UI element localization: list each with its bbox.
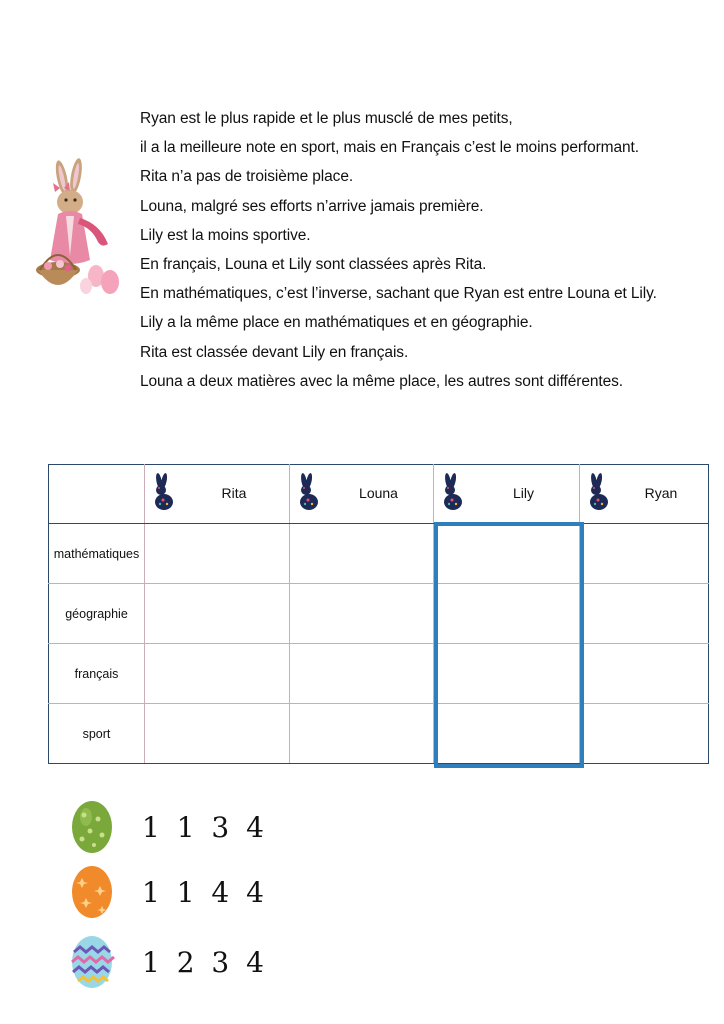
column-header-ryan bbox=[580, 465, 709, 524]
hint-digits: 1 2 3 4 bbox=[142, 946, 268, 979]
hint-row bbox=[68, 932, 368, 992]
clue-line: Louna a deux matières avec la même place, les autres sont différentes. bbox=[140, 372, 623, 390]
column-header-lily bbox=[434, 465, 580, 524]
row-label-sport: sport bbox=[49, 704, 145, 764]
hint-digits: 1 1 4 4 bbox=[142, 876, 268, 909]
bunny-icon bbox=[586, 473, 610, 511]
clue-line: Lily a la même place en mathématiques et en géographie. bbox=[140, 314, 533, 332]
clue-line: En français, Louna et Lily sont classées après Rita. bbox=[140, 256, 487, 274]
answer-cell[interactable] bbox=[434, 644, 580, 704]
table-row bbox=[49, 644, 709, 704]
clue-line: Ryan est le plus rapide et le plus musclé de mes petits, bbox=[140, 110, 513, 127]
bunny-icon bbox=[296, 473, 320, 511]
answer-cell[interactable] bbox=[290, 644, 434, 704]
clue-line: il a la meilleure note en sport, mais en Français c’est le moins performant. bbox=[140, 139, 639, 157]
clue-line: Rita n’a pas de troisième place. bbox=[140, 168, 354, 186]
header-row bbox=[49, 465, 709, 524]
rabbit-with-basket-illustration bbox=[32, 158, 126, 304]
answer-cell[interactable] bbox=[290, 704, 434, 764]
orange-star-egg-icon bbox=[68, 862, 116, 920]
hint-digits: 1 1 3 4 bbox=[142, 811, 268, 844]
answer-cell[interactable] bbox=[145, 584, 290, 644]
answer-cell[interactable] bbox=[290, 584, 434, 644]
answer-cell[interactable] bbox=[434, 524, 580, 584]
column-header-label: Rita bbox=[221, 485, 247, 501]
answer-cell[interactable] bbox=[145, 524, 290, 584]
answer-cell[interactable] bbox=[145, 644, 290, 704]
column-header-label: Lily bbox=[512, 485, 534, 501]
answer-cell[interactable] bbox=[580, 644, 709, 704]
logic-grid-table bbox=[48, 464, 709, 764]
column-header-louna bbox=[290, 465, 434, 524]
row-label-mathematiques: mathématiques bbox=[49, 524, 145, 584]
green-flower-egg-icon bbox=[68, 797, 116, 855]
answer-cell[interactable] bbox=[434, 704, 580, 764]
answer-cell[interactable] bbox=[580, 704, 709, 764]
column-header-rita bbox=[145, 465, 290, 524]
column-header-label: Ryan bbox=[644, 485, 678, 501]
corner-cell bbox=[49, 465, 145, 524]
answer-cell[interactable] bbox=[434, 584, 580, 644]
answer-cell[interactable] bbox=[580, 524, 709, 584]
clue-line: Lily est la moins sportive. bbox=[140, 226, 311, 244]
bunny-icon bbox=[440, 473, 464, 511]
hint-row bbox=[68, 797, 368, 857]
answer-cell[interactable] bbox=[145, 704, 290, 764]
answer-cell[interactable] bbox=[580, 584, 709, 644]
bunny-icon bbox=[151, 473, 175, 511]
clue-list bbox=[140, 104, 720, 396]
hint-row bbox=[68, 862, 368, 922]
table-row bbox=[49, 524, 709, 584]
row-label-geographie: géographie bbox=[49, 584, 145, 644]
answer-cell[interactable] bbox=[290, 524, 434, 584]
column-header-label: Louna bbox=[359, 485, 398, 501]
row-label-francais: français bbox=[49, 644, 145, 704]
zigzag-egg-icon bbox=[68, 932, 116, 990]
clue-line: En mathématiques, c’est l’inverse, sachant que Ryan est entre Louna et Lily. bbox=[140, 285, 657, 303]
table-row bbox=[49, 704, 709, 764]
table-row bbox=[49, 584, 709, 644]
clue-line: Rita est classée devant Lily en français. bbox=[140, 343, 409, 361]
clue-line: Louna, malgré ses efforts n’arrive jamais première. bbox=[140, 197, 484, 215]
